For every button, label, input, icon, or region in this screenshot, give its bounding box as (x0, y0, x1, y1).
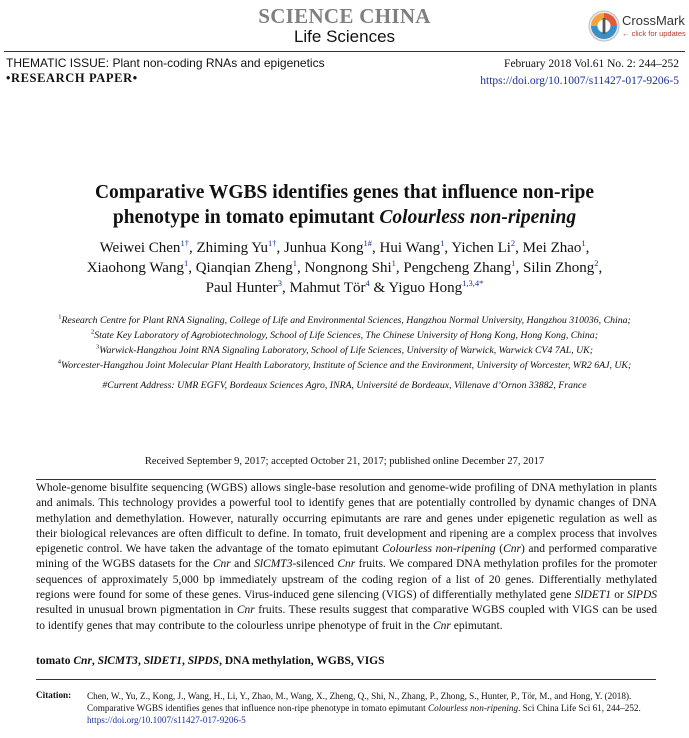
author-affiliation-mark: 4 (365, 278, 370, 288)
citation-doi-link[interactable]: https://doi.org/10.1007/s11427-017-9206-5 (87, 715, 246, 725)
article-title (30, 180, 659, 230)
received-dates: Received September 9, 2017; accepted October 21, 2017; published online December 27, 2017 (144, 456, 545, 467)
author-affiliation-mark: 1# (363, 238, 373, 248)
affiliation-text: State Key Laboratory of Agrobiotechnology, School of Life Sciences, The Chinese University of Hong Kong, Hong Kong, China; (94, 330, 598, 341)
citation-italic: Colourless non-ripening (427, 703, 519, 713)
title-italic: Colourless non-ripening (379, 207, 577, 228)
author-separator: , (515, 260, 524, 276)
abstract-top-rule (36, 479, 656, 480)
keyword-italic: SlPDS (187, 655, 220, 667)
author-separator: , (598, 260, 603, 276)
abstract-italic: SlCMT3 (254, 558, 293, 571)
author: Mahmut Tör (289, 280, 366, 296)
paper-type: •RESEARCH PAPER• (6, 71, 138, 85)
affiliation-mark: 1 (58, 313, 62, 321)
author: Xiaohong Wang (86, 260, 184, 276)
affiliation-mark: 2 (91, 328, 95, 336)
abstract-text: ) and performed comparative mining of the WGBS datasets for the (36, 543, 657, 571)
author-separator: , (188, 260, 196, 276)
author: Paul Hunter (205, 280, 278, 296)
author-affiliation-mark: 1 (183, 258, 189, 268)
affiliation (28, 313, 661, 328)
author-affiliation-mark: 1,3,4* (462, 278, 484, 288)
abstract-italic: Cnr (503, 543, 521, 556)
author-affiliation-mark: 1 (511, 258, 516, 268)
publication-info: February 2018 Vol.61 No. 2: 244–252 (504, 58, 679, 70)
citation-body: Chen, W., Yu, Z., Kong, J., Wang, H., Li, Y., Zhao, M., Wang, X., Zheng, Q., Shi, N., Zhang, P., Zhong, S., Hunter, P., Tör, M., and Hong, Y. (2018). Comparative WGBS identifies genes that influence non-ripe phenotype in tomato epimutant (87, 691, 632, 713)
author-separator: , (297, 260, 305, 276)
crossmark-updates-label: ← click for updates (622, 29, 686, 38)
author-affiliation-mark: 1 (391, 258, 396, 268)
affiliation-text: Research Centre for Plant RNA Signaling, College of Life and Environmental Sciences, Hangzhou Normal University, Hangzhou 310036, China; (61, 315, 631, 326)
affiliation-mark: 3 (96, 343, 100, 351)
journal-subtitle: Life Sciences (293, 27, 396, 46)
abstract-italic: Colourless non-ripening (382, 543, 496, 556)
author-affiliation-mark: 1 (581, 238, 586, 248)
thematic-issue: THEMATIC ISSUE: Plant non-coding RNAs and epigenetics (6, 56, 325, 70)
author-separator: , (276, 240, 284, 256)
abstract-text: fruits. These results suggest that comparative WGBS coupled with VIGS can be used to identify genes that may contribute to the colourless unripe phenotype of fruit in the (36, 604, 657, 632)
author: Yichen Li (451, 240, 511, 256)
keyword-text: , (182, 655, 188, 667)
author-separator: , (281, 280, 290, 296)
current-address: #Current Address: UMR EGFV, Bordeaux Sciences Agro, INRA, Université de Bordeaux, Villenave d’Ornon 33882, France (102, 380, 587, 391)
abstract-text: epimutant. (450, 619, 503, 632)
author-affiliation-mark: 1† (267, 238, 277, 248)
author: Junhua Kong (283, 240, 364, 256)
abstract-text: Whole-genome bisulfite sequencing (WGBS) allows single-base resolution and genome-wide profiling of DNA methylation in plants and animals. This technology provides a powerful tool to identify genes that are potentially controlled by dynamic changes of DNA methylation and demethylation. However, naturally occurring epimutants are rare and genes under epigenetic regulation as well as their biological relevances are often difficult to define. In tomato, fruit development and ripening are a complex process that involves epigenetic control. We have taken the advantage of the tomato epimutant (36, 482, 657, 556)
keyword-italic: Cnr (73, 655, 92, 667)
author: Zhiming Yu (196, 240, 268, 256)
keyword-text: , (91, 655, 98, 667)
abstract-italic: Cnr (212, 558, 231, 571)
author: Yiguo Hong (388, 280, 463, 296)
abstract-text: resulted in unusual brown pigmentation in (36, 604, 237, 617)
keyword-italic: SlDET1 (143, 655, 183, 667)
author: Weiwei Chen (99, 240, 181, 256)
citation-label: Citation: (36, 690, 72, 700)
affiliation (28, 343, 661, 358)
abstract-bottom-rule (36, 679, 656, 680)
abstract-italic: SlDET1 (574, 589, 612, 602)
affiliation-text: Warwick-Hangzhou Joint RNA Signaling Laboratory, School of Life Sciences, University of Warwick, Warwick CV4 7AL, UK; (99, 345, 593, 356)
author: Hui Wang (379, 240, 441, 256)
author: Silin Zhong (523, 260, 595, 276)
abstract-text: -silenced (292, 558, 338, 571)
journal-title: SCIENCE CHINA (258, 4, 431, 28)
affiliation (28, 358, 661, 373)
crossmark-label: CrossMark (622, 13, 685, 28)
author-separator: , (188, 240, 197, 256)
author-affiliation-mark: 2 (510, 238, 516, 248)
abstract-text: or (611, 589, 627, 602)
author-affiliation-mark: 1 (292, 258, 298, 268)
citation-text (87, 690, 655, 726)
affiliation-text: Worcester-Hangzhou Joint Molecular Plant Health Laboratory, Institute of Science and the Environment, University of Worcester, WR2 6AJ, UK; (61, 360, 632, 371)
abstract-italic: SlPDS (626, 589, 657, 602)
citation-body: . Sci China Life Sci 61, 244–252. (518, 703, 641, 713)
title-line-2: phenotype in tomato epimutant (112, 207, 380, 228)
author-list (30, 238, 659, 298)
author-separator: , (372, 240, 380, 256)
doi-link[interactable]: https://doi.org/10.1007/s11427-017-9206-5 (480, 75, 679, 87)
author-separator: , (515, 240, 523, 256)
affiliations (28, 313, 661, 393)
affiliation (28, 328, 661, 343)
author: Qianqian Zheng (195, 260, 293, 276)
header-rule (4, 51, 685, 52)
keyword-italic: SlCMT3 (97, 655, 138, 667)
abstract-text: ( (495, 543, 504, 556)
author-affiliation-mark: 3 (277, 278, 282, 288)
keyword-text: tomato (36, 655, 74, 667)
title-line-1: Comparative WGBS identifies genes that influence non-ripe (94, 182, 595, 203)
crossmark-icon (588, 10, 620, 42)
author: Mei Zhao (522, 240, 582, 256)
author-affiliation-mark: 2 (594, 258, 599, 268)
keyword-text: , (137, 655, 144, 667)
abstract-paragraph (36, 481, 657, 634)
keywords (36, 655, 657, 667)
abstract-italic: Cnr (236, 604, 255, 617)
author-separator: , (395, 260, 404, 276)
keyword-text: , DNA methylation, WGBS, VIGS (219, 655, 385, 667)
abstract-text: fruits. We compared DNA methylation profiles for the promoter sequences of approximately 5,000 bp immediately upstream of the coding region of a list of 20 genes. Differentially methylated regions were found for some of these genes. Virus-induced gene silencing (VIGS) of differentially methylated gene (36, 558, 658, 602)
abstract-italic: Cnr (432, 619, 451, 632)
crossmark-badge[interactable] (588, 10, 688, 44)
author-separator: , (585, 240, 590, 256)
author-affiliation-mark: 1† (180, 238, 189, 248)
author: Pengcheng Zhang (403, 260, 512, 276)
author-separator: & (369, 280, 389, 296)
author-affiliation-mark: 1 (440, 238, 445, 248)
affiliation-mark: 4 (57, 358, 62, 366)
author-separator: , (444, 240, 452, 256)
author: Nongnong Shi (304, 260, 392, 276)
abstract-text: and (230, 558, 255, 571)
abstract-italic: Cnr (337, 558, 356, 571)
